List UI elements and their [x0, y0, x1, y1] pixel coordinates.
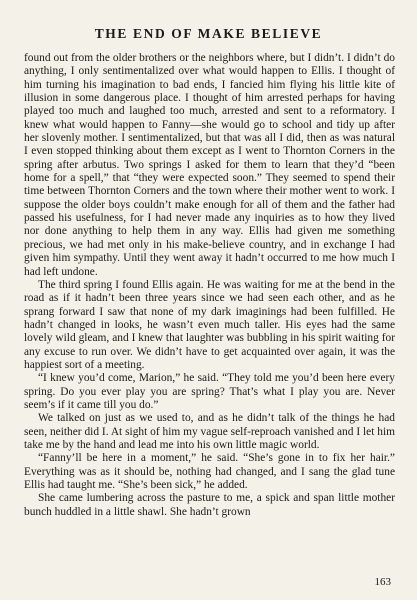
body-text [24, 52, 395, 519]
paragraph: The third spring I found Ellis again. He was waiting for me at the bend in the road as if it hadn’t been three years since we had seen each other, and as he sprang forward I saw that none of my dark imaginings had been fulfilled. He hadn’t changed in looks, he wasn’t even much taller. His eyes had the same lovely wild gleam, and I knew that laughter was bubbling in his spirit waiting for any excuse to run over. We didn’t have to get acquainted over again, it was the happiest sort of a meeting. [24, 278, 395, 371]
page-number: 163 [374, 576, 391, 588]
paragraph: “Fanny’ll be here in a moment,” he said. “She’s gone in to fix her hair.” Everything was as it should be, nothing had changed, and I sang the glad tune Ellis had taught me. “She’s been sick,” he added. [24, 452, 395, 491]
paragraph: “I knew you’d come, Marion,” he said. “They told me you’d been here every spring. Do you ever play you are spring? That’s what I play you are. Never seem’s if it came till you do.” [24, 372, 395, 411]
paragraph: She came lumbering across the pasture to me, a spick and span little mother bunch huddled in a little shawl. She hadn’t grown [24, 492, 395, 518]
paragraph: found out from the older brothers or the neighbors where, but I didn’t. I didn’t do anything, I only sentimentalized over what would happen to Ellis. I thought of him turning his imagination to bad ends, I fancied him flying his little kite of illusion in some dangerous place. I thought of him arrested perhaps for having played too much and laughed too much, arrested and sent to a reformatory. I knew what would happen to Fanny—she would go to school and tidy up after her slovenly mother. I sentimentalized, but that was all I did, then as was natural I even stopped thinking about them except as I went to Thornton Corners in the spring after arbutus. Two springs I asked for them to learn that they’d “been home for a spell,” that “they were expected soon.” They seemed to spend their time between Thornton Corners and the town where their mother went to work. I suppose the older boys couldn’t make enough for all of them and the father had passed his usefulness, for I had never made any inquiries as to how they lived nor done anything to help them in any way. Ellis had given me something precious, we had met only in his make-believe country, and in exchange I had given him sympathy. Until they went away it hadn’t occurred to me how much I had left undone. [24, 52, 395, 278]
paragraph: We talked on just as we used to, and as he didn’t talk of the things he had seen, neither did I. At sight of him my vague self-reproach vanished and I let him take me by the hand and lead me into his own little magic world. [24, 412, 395, 451]
running-head-title: THE END OF MAKE BELIEVE [94, 26, 323, 41]
